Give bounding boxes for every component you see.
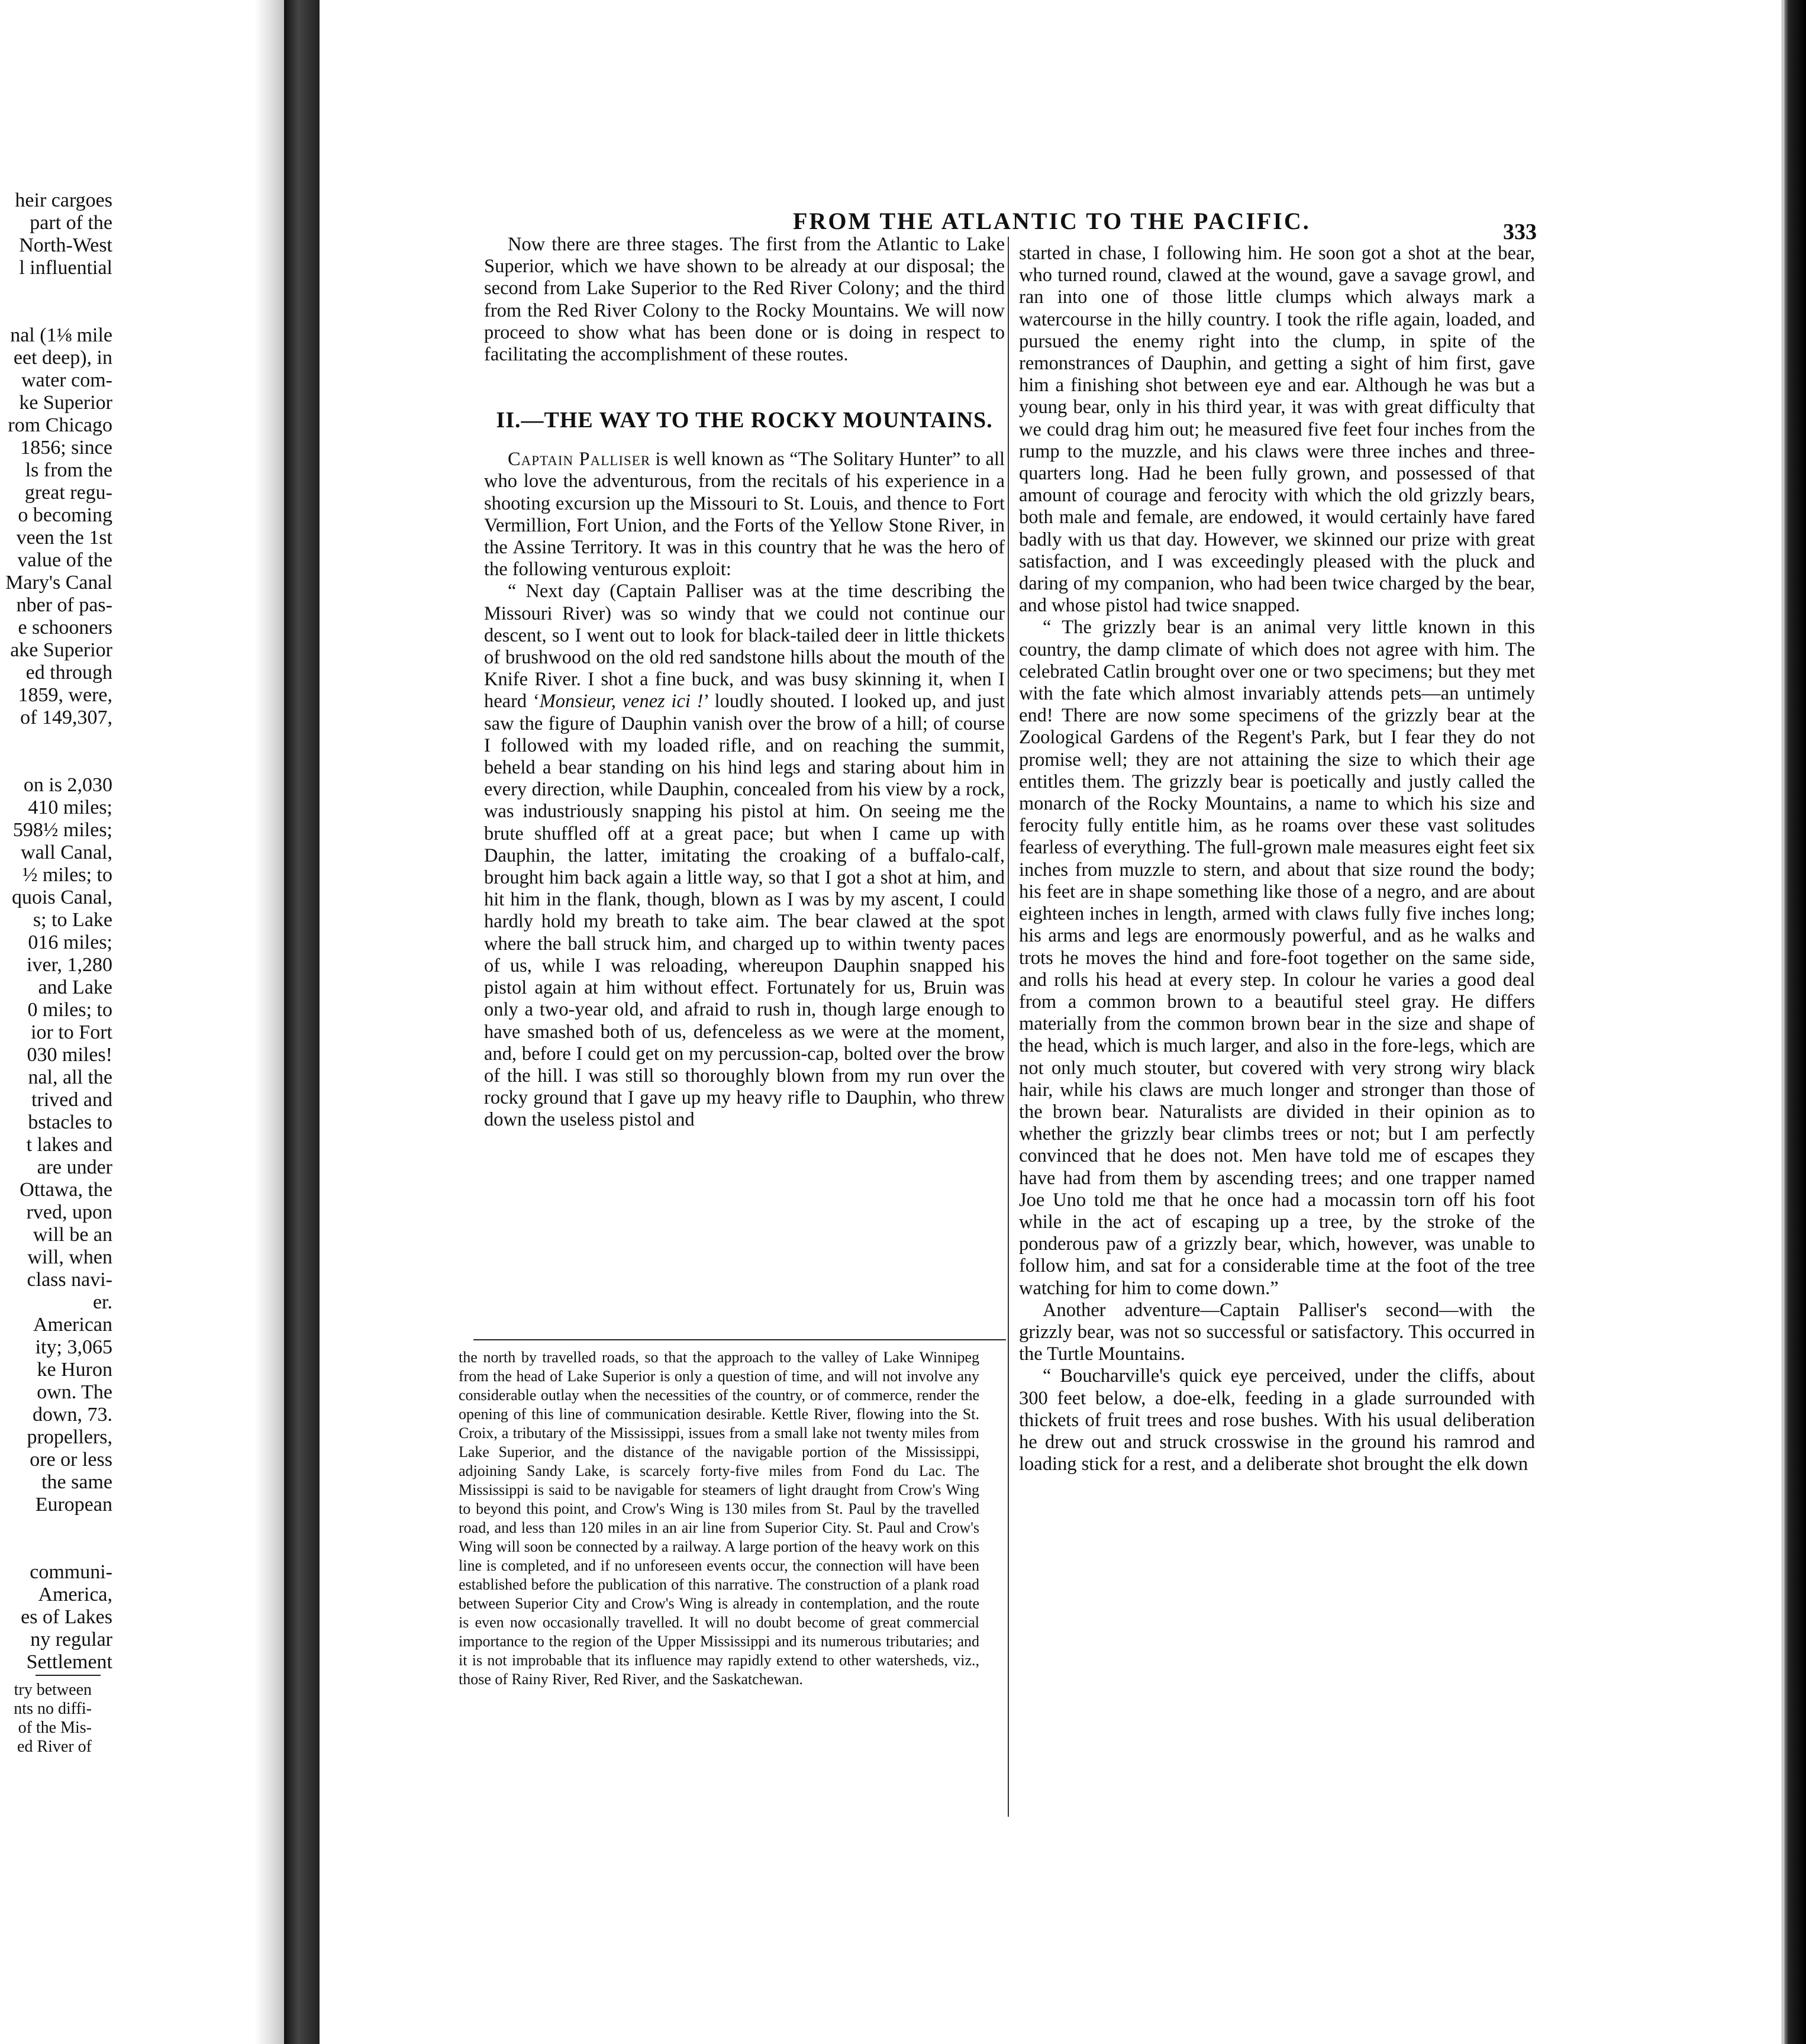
left-fragment-line: ore or less (30, 1449, 112, 1471)
left-fragment-line: trived and (31, 1089, 112, 1111)
quoted-narrative (484, 581, 1005, 1131)
left-fragment-line: 1856; since (20, 437, 112, 459)
left-fragment-line: America, (38, 1584, 112, 1605)
left-fragment-line (0, 279, 112, 324)
left-page (0, 0, 284, 2044)
section-heading: II.—THE WAY TO THE ROCKY MOUNTAINS. (496, 408, 993, 433)
left-fragment-line: nber of pas- (16, 594, 112, 616)
left-fragment-line: ior to Fort (31, 1021, 112, 1043)
left-fragment-line: rved, upon (26, 1201, 112, 1223)
left-fragment-line: communi- (30, 1561, 112, 1583)
left-fragment-line: es of Lakes (21, 1606, 112, 1628)
left-fragment-line: ity; 3,065 (35, 1336, 112, 1358)
left-fragment-line: veen the 1st (16, 527, 112, 549)
left-fragment-line: bstacles to (28, 1111, 112, 1133)
left-fragment-line: ny regular (30, 1629, 112, 1650)
left-fragment-line: nal, all the (28, 1066, 112, 1088)
left-fragment-line: s; to Lake (33, 909, 112, 931)
left-fragment-line: e schooners (18, 617, 112, 639)
left-fragment-line: ke Superior (19, 392, 112, 414)
column-divider (1008, 237, 1009, 1817)
left-footnote-line: nts no diffi- (14, 1700, 92, 1718)
quoted-narrative-part-2: ’ loudly shouted. I looked up, and just saw the figure of Dauphin vanish over the brow of a hill; of course I followed with my loaded rifle, and on reaching the summit, beheld a bear standing on his hind legs and staring about him in every direction, while Dauphin, concealed from his view by a rock, was industriously snapping his pistol at him. On seeing me the brute shuffled off at a great pace; but when I came up with Dauphin, the latter, imitating the croaking of a buffalo-calf, brought him back again a little way, so that I got a shot at him, and hit him in the flank, though, blown as I was by my ascent, I could hardly hold my breath to take aim. The bear clawed at the spot where the ball struck him, and charged up to within twenty paces of us, while I was reloading, whereupon Dauphin snapped his pistol again at him without effect. Fortunately for us, Bruin was only a two-year old, and afraid to rush in, though large enough to have smashed both of us, defenceless as we were at the moment, and, before I could get on my percussion-cap, bolted over the brow of the hill. I was still so thoroughly blown from my run over the rocky ground that I gave up my heavy rifle to Dauphin, who threw down the useless pistol and (484, 691, 1005, 1131)
quoted-narrative-part-1: “ Next day (Captain Palliser was at the time describing the Missouri River) was so windy that we could not continue our descent, so I went out to look for black-tailed deer in little thickets of brushwood on the old red sandstone hills about the mouth of the Knife River. I shot a fine buck, and was busy skinning it, when I heard ‘ (484, 581, 1005, 713)
running-title: FROM THE ATLANTIC TO THE PACIFIC. (793, 208, 1311, 234)
continued-narrative: started in chase, I following him. He soon got a shot at the bear, who turned round, clawed at the wound, gave a savage growl, and ran into one of those little clumps which always mark a watercourse in the hilly country. I took the rifle again, loaded, and pursued the enemy right into the clump, in spite of the remonstrances of Dauphin, and getting a sight of him first, gave him a finishing shot between eye and ear. Although he was but a young bear, only in his third year, it was with great difficulty that we could drag him out; he measured five feet four inches from the rump to the muzzle, and his claws were three inches and three-quarters long. Had he been fully grown, and possessed of that amount of courage and ferocity with which the old grizzly bears, both male and female, are endowed, it would certainly have fared badly with us that day. However, we skinned our prize with great satisfaction, and I was exceedingly pleased with the pluck and daring of my companion, who had been twice charged by the bear, and whose pistol had twice snapped. (1019, 243, 1535, 617)
left-fragment-line (0, 729, 112, 774)
page-number: 333 (1503, 220, 1537, 244)
left-fragment-line: wall Canal, (21, 842, 112, 863)
left-fragment-line: rom Chicago (8, 414, 112, 436)
intro-paragraph: Now there are three stages. The first from the Atlantic to Lake Superior, which we have shown to be already at our disposal; the second from Lake Superior to the Red River Colony; and the third from the Red River Colony to the Rocky Mountains. We will now proceed to show what has been done or is doing in respect to facilitating the accomplishment of these routes. (484, 234, 1005, 366)
left-fragment-line: great regu- (24, 482, 112, 504)
left-fragment-line: of 149,307, (20, 707, 112, 728)
left-fragment-line: 1859, were, (18, 684, 112, 706)
left-fragment-line: 598½ miles; (12, 819, 112, 841)
left-fragment-line: are under (37, 1156, 112, 1178)
left-footnote-line: of the Mis- (18, 1719, 92, 1737)
left-fragment-line: t lakes and (26, 1134, 112, 1156)
palliser-paragraph-text: is well known as “The Solitary Hunter” to all who love the adventurous, from the recitals of his experience in a shooting excursion up the Missouri to St. Louis, and thence to Fort Vermillion, Fort Union, and the Forts of the Yellow Stone River, in the Assine Territory. It was in this country that he was the hero of the following venturous exploit: (484, 449, 1005, 581)
left-fragment-line: iver, 1,280 (27, 954, 112, 976)
left-fragment-line: 0 miles; to (27, 999, 112, 1021)
left-fragment-line: down, 73. (32, 1404, 112, 1426)
second-adventure-intro: Another adventure—Captain Palliser's second—with the grizzly bear, was not so successful or satisfactory. This occurred in the Turtle Mountains. (1019, 1299, 1535, 1365)
left-fragment-line: and Lake (38, 976, 112, 998)
left-fragment-line: o becoming (18, 504, 112, 526)
left-footnote-rule (36, 1675, 101, 1676)
palliser-paragraph (484, 449, 1005, 581)
left-fragment-line: ls from the (25, 459, 112, 481)
quoted-french-phrase: Monsieur, venez ici ! (539, 691, 704, 713)
left-fragment-line: eet deep), in (13, 347, 112, 369)
left-fragment-line: Ottawa, the (20, 1179, 112, 1201)
left-fragment-line: own. The (37, 1381, 112, 1403)
grizzly-description: “ The grizzly bear is an animal very little known in this country, the damp climate of which does not agree with him. The celebrated Catlin brought over one or two specimens; but they met with the fate which almost invariably attends pets—an untimely end! There are now some specimens of the grizzly bear at the Zoological Gardens of the Regent's Park, but I fear they do not promise well; they are not attaining the size to which their age entitles them. The grizzly bear is poetically and justly called the monarch of the Rocky Mountains, a name to which his size and ferocity fully entitle him, as he roams over these vast solitudes fearless of everything. The full-grown male measures eight feet six inches from muzzle to stern, and about that size round the body; his feet are in shape something like those of a negro, and are about eighteen inches in length, armed with claws fully five inches long; his arms and legs are enormously powerful, and as he walks and trots he moves the hind and fore-foot together on the same side, and rolls his head at every step. In colour he varies a good deal from a common brown to a beautiful steel gray. He differs materially from the common brown bear in the size and shape of the head, which is much larger, and also in the fore-legs, which are not only much stouter, but covered with very strong wiry black hair, while his claws are much longer and stronger than those of the brown bear. Naturalists are divided in their opinion as to whether the grizzly bear climbs trees or not; but I am perfectly convinced that he does not. Men have told me of escapes they have had from them by ascending trees; and one trapper named Joe Uno told me that he once had a mocassin torn off his foot while in the act of escaping up a tree, by the stroke of the ponderous paw of a grizzly bear, which, however, was unable to follow him, and sat for a considerable time at the foot of the tree watching for him to come down.” (1019, 617, 1535, 1299)
footnote-rule (473, 1339, 1006, 1340)
palliser-lead-in: Captain Palliser (508, 449, 651, 470)
left-fragment-line: Mary's Canal (5, 572, 112, 594)
left-fragment-line (0, 1516, 112, 1561)
left-fragment-line: class navi- (27, 1269, 112, 1291)
left-fragment-line: quois Canal, (12, 886, 112, 908)
left-fragment-line: the same (41, 1471, 112, 1493)
left-page-footnote-fragment (0, 1681, 92, 1756)
page-stack-edge (1781, 0, 1785, 2044)
left-fragment-line: l influential (19, 257, 112, 279)
left-fragment-line: nal (1⅛ mile (10, 324, 112, 346)
right-page-edge (1781, 0, 1806, 2044)
left-fragment-line: heir cargoes (15, 189, 112, 211)
left-fragment-line: value of the (17, 549, 112, 571)
left-fragment-line: propellers, (27, 1426, 112, 1448)
left-fragment-line: ake Superior (10, 639, 112, 661)
left-fragment-line: 016 miles; (28, 931, 112, 953)
left-fragment-line: North-West (19, 234, 112, 256)
left-fragment-line: ed through (25, 662, 112, 684)
left-footnote-line: ed River of (17, 1737, 92, 1756)
footnote-block (459, 1348, 979, 1689)
book-gutter (284, 0, 320, 2044)
left-fragment-line: er. (92, 1291, 112, 1313)
left-fragment-line: American (33, 1314, 112, 1336)
left-fragment-line: will be an (33, 1224, 112, 1246)
left-fragment-line: ke Huron (37, 1359, 112, 1381)
left-fragment-line: ½ miles; to (22, 864, 112, 886)
left-fragment-line: water com- (21, 369, 112, 391)
footnote-text: the north by travelled roads, so that the approach to the valley of Lake Winnipeg from the head of Lake Superior is only a question of time, and will not involve any considerable outlay when the necessities of the country, or of commerce, render the opening of this line of communication desirable. Kettle River, flowing into the St. Croix, a tributary of the Mississippi, issues from a small lake not twenty miles from Lake Superior, and the distance of the navigable portion of the Mississippi, adjoining Sandy Lake, is scarcely forty-five miles from Fond du Lac. The Mississippi is said to be navigable for steamers of light draught from Crow's Wing to beyond this point, and Crow's Wing is 130 miles from St. Paul by the travelled road, and less than 120 miles in an air line from Superior City. St. Paul and Crow's Wing will soon be connected by a railway. A large portion of the heavy work on this line is completed, and if no unforeseen events occur, the connection will have been established before the publication of this narrative. The construction of a plank road between Superior City and Crow's Wing is already in contemplation, and the route is even now occasionally travelled. It will no doubt become of great commercial importance to the region of the Upper Mississippi and its numerous tributaries; and it is not improbable that its influence may rapidly extend to other watersheds, viz., those of Rainy River, Red River, and the Saskatchewan. (459, 1349, 979, 1688)
left-fragment-line: Settlement (26, 1651, 112, 1673)
left-fragment-line: European (35, 1494, 112, 1516)
left-fragment-line: 410 miles; (28, 797, 112, 818)
left-page-text-fragment (0, 189, 112, 1674)
left-footnote-line: try between (14, 1681, 92, 1699)
column-right (1019, 243, 1535, 1475)
left-fragment-line: 030 miles! (27, 1044, 112, 1066)
left-fragment-line: on is 2,030 (23, 774, 112, 796)
boucharville-paragraph: “ Boucharville's quick eye perceived, under the cliffs, about 300 feet below, a doe-elk, feeding in a glade surrounded with thickets of fruit trees and rose bushes. With his usual deliberation he drew out and struck crosswise in the ground his ramrod and loading stick for a rest, and a deliberate shot brought the elk down (1019, 1365, 1535, 1475)
left-fragment-line: will, when (27, 1246, 112, 1268)
column-left (484, 234, 1005, 1131)
left-fragment-line: part of the (30, 212, 112, 234)
